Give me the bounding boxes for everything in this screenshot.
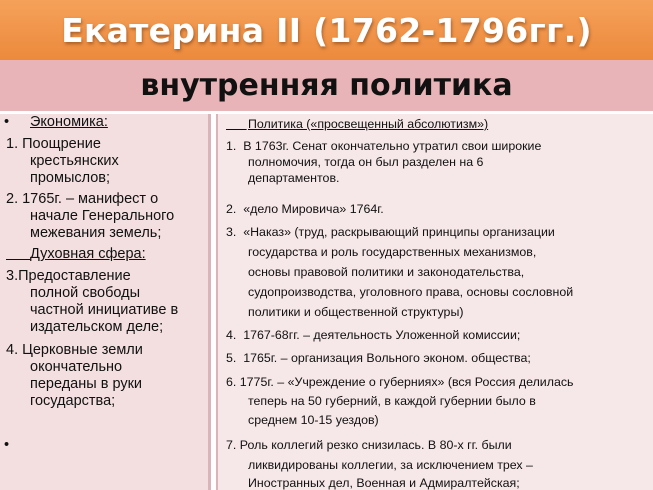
- left-item-2-line-2: начале Генерального: [30, 208, 175, 224]
- left-item-1-line-1: 1. Поощрение: [6, 136, 101, 152]
- subtitle-bar: [0, 60, 653, 111]
- right-item-7-line-1: 7. Роль коллегий резко снизилась. В 80-х гг. были: [226, 438, 512, 452]
- left-item-4-line-1: 4. Церковные земли: [6, 342, 143, 358]
- spiritual-heading: Духовная сфера:: [30, 246, 146, 262]
- right-item-3-line-5: политики и общественной структуры): [248, 305, 464, 319]
- right-item-2-line-1: 2. «дело Мировича» 1764г.: [226, 202, 384, 216]
- left-item-1-line-3: промыслов;: [30, 170, 111, 186]
- right-item-3-line-3: основы правовой политики и законодательства,: [248, 265, 525, 279]
- right-item-7-line-3: Иностранных дел, Военная и Адмиралтейская;: [248, 476, 520, 490]
- left-item-4-line-4: государства;: [30, 393, 116, 409]
- right-item-1-line-1: 1. В 1763г. Сенат окончательно утратил свои широкие: [226, 139, 542, 153]
- right-item-4-line-1: 4. 1767-68гг. – деятельность Уложенной комиссии;: [226, 328, 521, 342]
- right-item-5-line-1: 5. 1765г. – организация Вольного эконом. общества;: [226, 351, 531, 365]
- spiritual-heading-pad: [6, 246, 30, 263]
- left-item-2-line-1: 2. 1765г. – манифест о: [6, 191, 159, 207]
- policy-heading-pad: [226, 116, 247, 132]
- slide-title: Екатерина II (1762-1796гг.): [61, 10, 592, 50]
- right-panel: [216, 114, 653, 490]
- slide-subtitle: внутренняя политика: [140, 68, 513, 103]
- economy-heading: Экономика:: [30, 114, 108, 130]
- left-item-2-line-3: межевания земель;: [30, 225, 162, 241]
- right-item-1-line-2: полномочия, тогда он был разделен на 6: [248, 155, 484, 169]
- title-bar: [0, 0, 653, 60]
- right-item-3-line-1: 3. «Наказ» (труд, раскрывающий принципы организации: [226, 225, 555, 239]
- right-item-6-line-2: теперь на 50 губерний, в каждой губернии было в: [248, 394, 536, 408]
- bullet: •: [4, 114, 10, 130]
- policy-heading: Политика («просвещенный абсолютизм»): [248, 117, 489, 131]
- left-item-3-line-1: 3.Предоставление: [6, 268, 131, 284]
- right-item-1-line-3: департаментов.: [248, 171, 340, 185]
- trailing-bullet: •: [4, 437, 10, 453]
- left-item-3-line-3: частной инициативе в: [30, 302, 179, 318]
- left-item-1-line-2: крестьянских: [30, 153, 119, 169]
- right-item-7-line-2: ликвидированы коллегии, за исключением трех –: [248, 458, 533, 472]
- right-item-3-line-2: государства и роль государственных механизмов,: [248, 245, 537, 259]
- left-item-4-line-2: окончательно: [30, 359, 123, 375]
- left-item-3-line-2: полной свободы: [30, 285, 141, 301]
- right-item-6-line-1: 6. 1775г. – «Учреждение о губерниях» (вся Россия делилась: [226, 375, 574, 389]
- right-item-6-line-3: среднем 10-15 уездов): [248, 413, 379, 427]
- right-item-3-line-4: судопроизводства, уголовного права, основы сословной: [248, 285, 574, 299]
- left-item-4-line-3: переданы в руки: [30, 376, 143, 392]
- left-item-3-line-4: издательском деле;: [30, 319, 164, 335]
- left-panel: [0, 114, 211, 490]
